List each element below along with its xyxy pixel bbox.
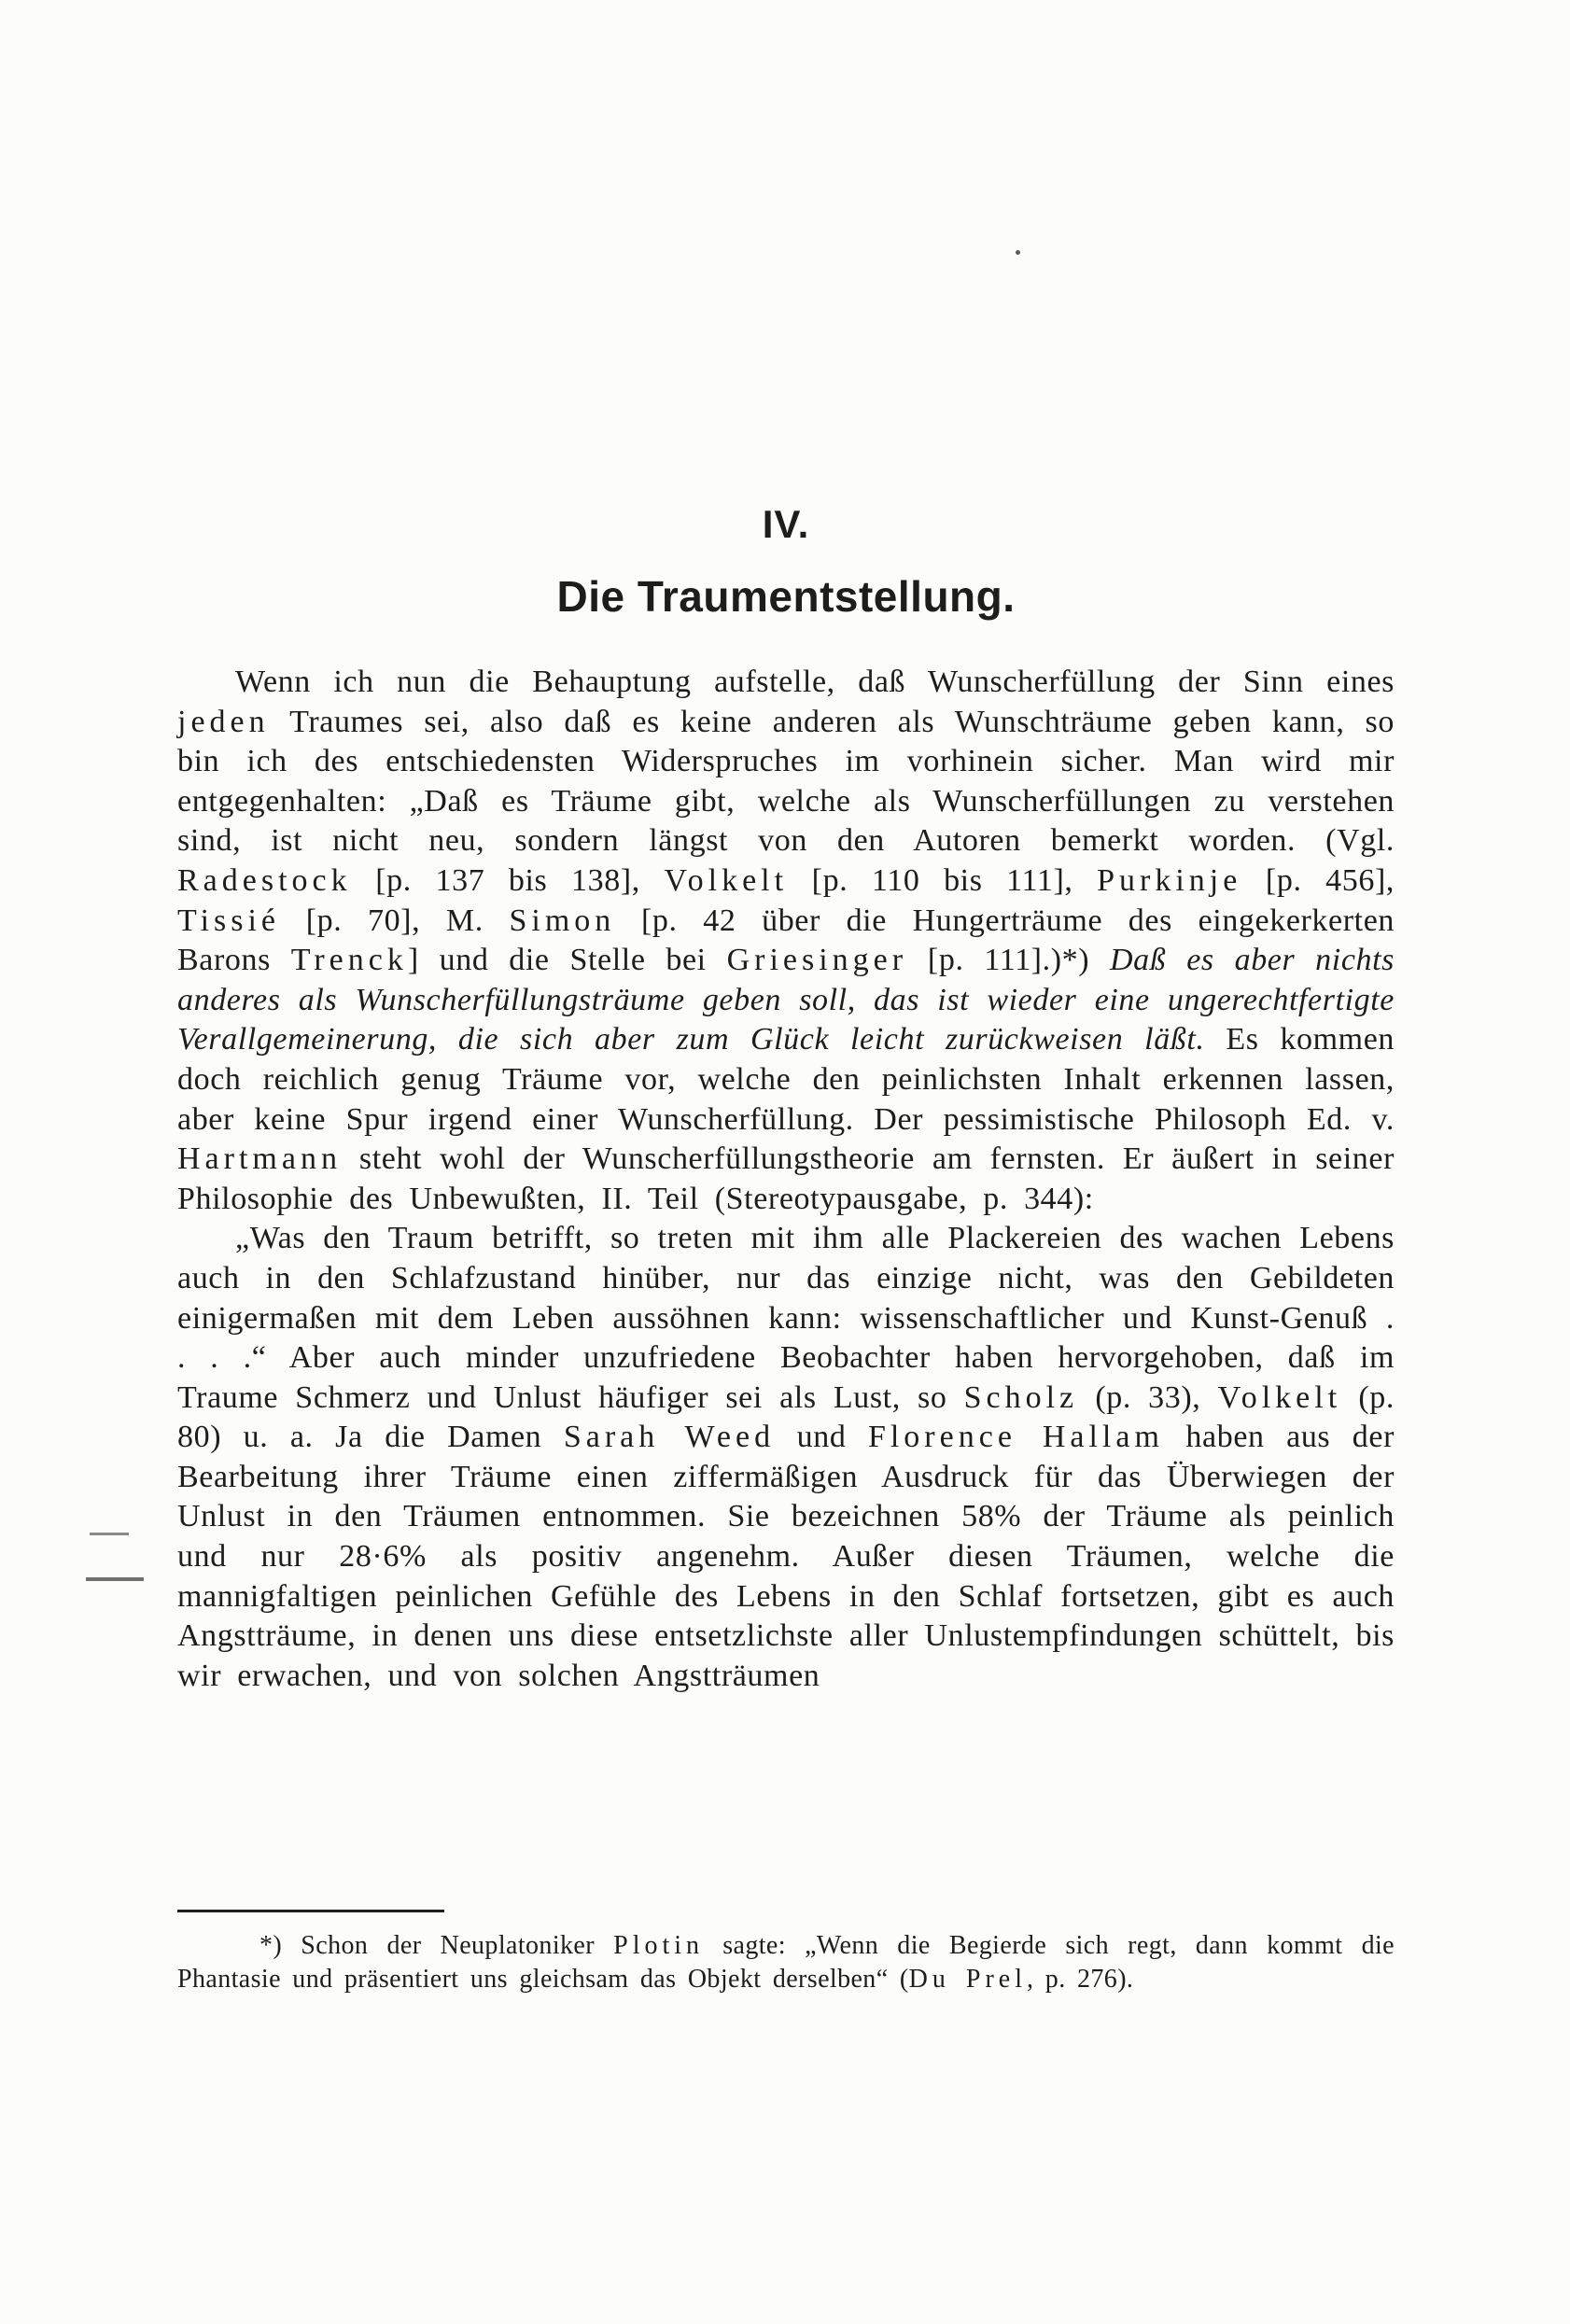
scan-artifact-margin-mark xyxy=(90,1533,129,1535)
text-segment-spaced: Purkinje xyxy=(1097,862,1242,898)
text-segment: [p. 137 bis 138], xyxy=(351,862,665,898)
text-segment: [p. 111].)*) xyxy=(907,943,1111,978)
footnote-separator-rule xyxy=(177,1910,444,1912)
text-segment: [p. 456], xyxy=(1241,862,1395,898)
paragraph xyxy=(177,663,1395,1219)
footnote xyxy=(177,1910,1395,1995)
chapter-title: Die Traumentstellung. xyxy=(556,572,1016,621)
chapter-number: IV. xyxy=(762,502,810,546)
text-segment-spaced: Du Prel xyxy=(908,1964,1027,1994)
paragraph xyxy=(177,1219,1395,1696)
text-segment: (p. 80) u. a. Ja die Damen xyxy=(177,1379,1395,1455)
text-segment-spaced: Plotin xyxy=(613,1931,705,1960)
text-segment-spaced: Radestock xyxy=(177,862,352,898)
text-segment-spaced: Simon xyxy=(509,903,616,938)
page-content xyxy=(177,502,1395,1696)
text-segment: haben aus der Bearbeitung ihrer Träume einen ziffermäßigen Ausdruck für das Überwiegen der Unlust in den Träumen entnommen. Sie bezeichnen 58% der Träume als peinlich und nur 28·6% als positiv angenehm. Außer diesen Träumen, welche die mannigfaltigen peinlichen Gefühle des Lebens in den Schlaf fortsetzen, gibt es auch Angstträume, in denen uns diese entsetzlichste aller Unlustempfindungen schüttelt, bis wir erwachen, und von solchen Angstträumen xyxy=(177,1420,1395,1693)
footnote-text xyxy=(177,1929,1395,1995)
text-segment: [p. 110 bis 111], xyxy=(788,862,1098,898)
text-segment: ] und die Stelle bei xyxy=(407,943,727,978)
scan-artifact-margin-mark xyxy=(86,1577,144,1581)
text-segment-spaced: Hartmann xyxy=(177,1141,342,1177)
text-segment: , p. 276). xyxy=(1027,1964,1134,1994)
text-segment-spaced: Volkelt xyxy=(1217,1379,1342,1415)
text-segment: [p. 70], M. xyxy=(280,903,510,938)
text-segment-spaced: Griesinger xyxy=(726,943,908,978)
text-segment-italic: Daß es aber nichts anderes als Wunscherfüllungsträume geben soll, das ist wieder eine ungerechtfertigte Verallgemeinerung, die sich aber zum Glück leicht zurückweisen läßt. xyxy=(177,943,1395,1057)
text-segment: Wenn ich nun die Behauptung aufstelle, daß Wunscherfüllung der Sinn eines xyxy=(235,665,1395,699)
text-segment: Es kommen doch reichlich genug Träume vor, welche den peinlichsten Inhalt erkennen lassen, aber keine Spur irgend einer Wunscherfüllung. Der pessimistische Philosoph Ed. v. xyxy=(177,1022,1395,1137)
text-segment: und xyxy=(775,1420,868,1455)
scan-artifact-dot xyxy=(1016,250,1020,255)
text-segment-spaced: Tissié xyxy=(177,903,281,938)
text-segment: „Was den Traum betrifft, so treten mit ihm alle Plackereien des wachen Lebens auch in den Schlafzustand hinüber, nur das einzige nicht, was den Gebildeten einigermaßen mit dem Leben aussöhnen kann: wissenschaftlicher und Kunst-Genuß . . . .“ Aber auch minder unzufriedene Beobachter haben hervorgehoben, daß im Traume Schmerz und Unlust häufiger sei als Lust, so xyxy=(177,1221,1395,1415)
text-segment: sagte: „Wenn die Begierde sich regt, dann kommt die Phantasie und präsentiert uns gleichsam das Objekt derselben“ ( xyxy=(177,1931,1395,1994)
text-segment-spaced: Trenck xyxy=(290,943,408,978)
text-segment: steht wohl der Wunscherfüllungstheorie am fernsten. Er äußert in seiner Philosophie des Unbewußten, II. Teil (Stereotypausgabe, p. 344): xyxy=(177,1141,1395,1216)
text-segment-spaced: Scholz xyxy=(963,1379,1079,1415)
body-text xyxy=(177,663,1395,1696)
text-segment: *) Schon der Neuplatoniker xyxy=(259,1931,614,1960)
text-segment-spaced: Volkelt xyxy=(664,862,789,898)
text-segment-spaced: Florence Hallam xyxy=(867,1420,1164,1455)
text-segment: Traumes sei, also daß es keine anderen als Wunschträume geben kann, so bin ich des entschiedensten Widerspruches im vorhinein sicher. Man wird mir entgegenhalten: „Daß es Träume gibt, welche als Wunscherfüllungen zu verstehen sind, ist nicht neu, sondern längst von den Autoren bemerkt worden. (Vgl. xyxy=(177,704,1395,859)
text-segment-spaced: jeden xyxy=(177,704,270,739)
text-segment-spaced: Sarah Weed xyxy=(563,1420,776,1455)
text-segment: (p. 33), xyxy=(1078,1379,1218,1415)
text-segment: [p. 42 über die Hungerträume des eingekerkerten Barons xyxy=(177,903,1395,978)
